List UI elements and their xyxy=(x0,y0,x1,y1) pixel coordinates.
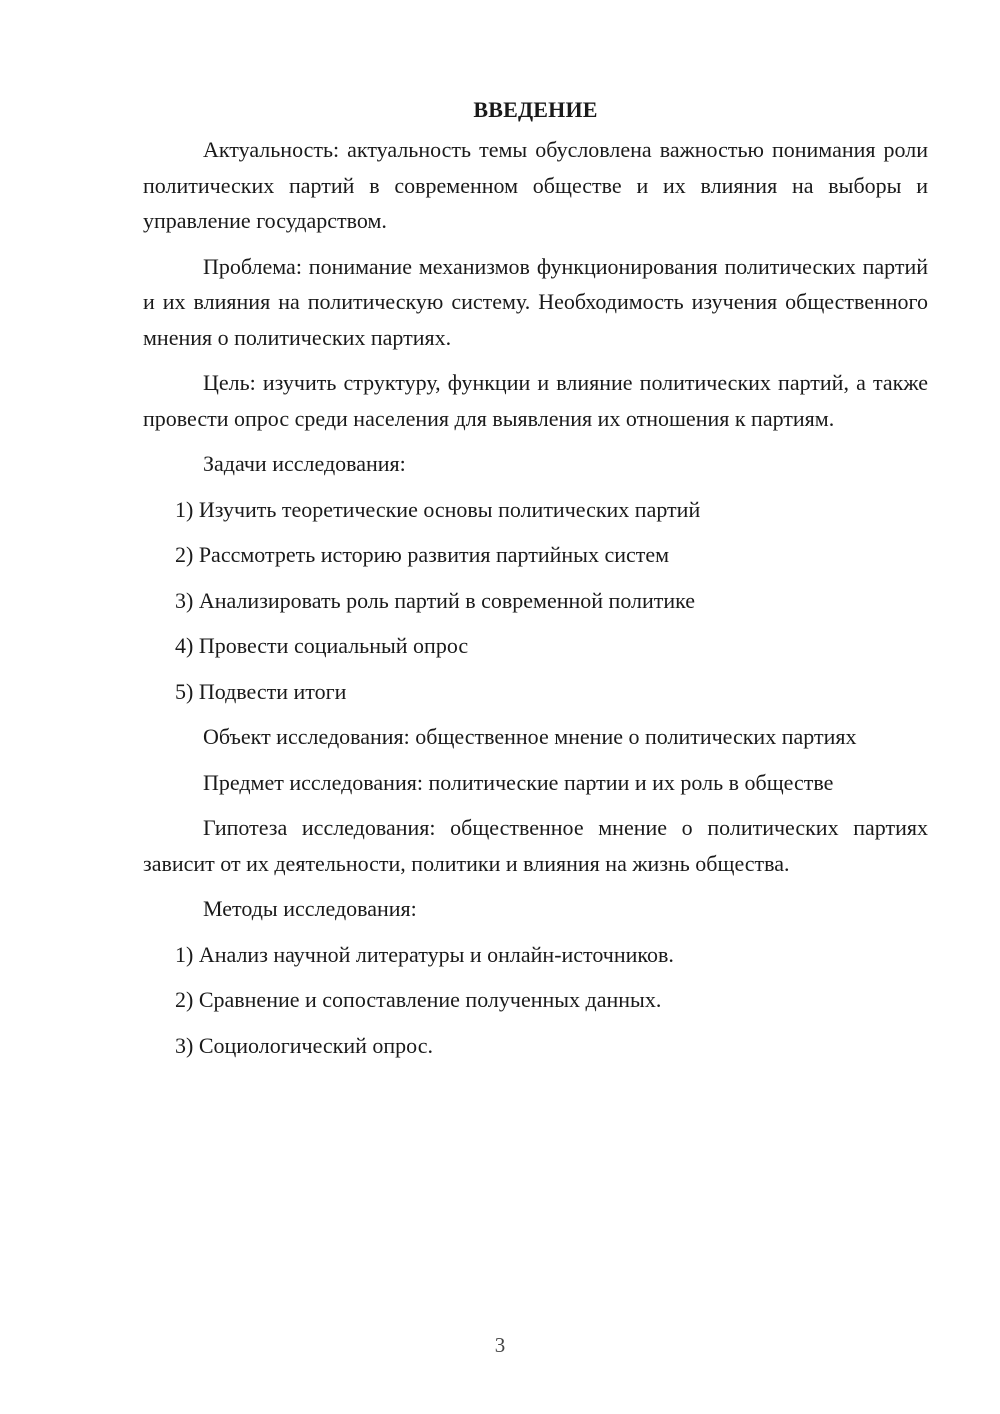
object-paragraph: Объект исследования: общественное мнение о политических партиях xyxy=(203,724,857,749)
page-number: 3 xyxy=(494,1333,506,1357)
document-page xyxy=(143,92,928,1073)
task-item: 1) Изучить теоретические основы политических партий xyxy=(175,496,701,522)
relevance-paragraph: Актуальность: актуальность темы обусловлена важностью понимания роли политических партий в современном обществе и их влияния на выборы и управление государством. xyxy=(143,137,928,233)
task-item: 5) Подвести итоги xyxy=(175,678,347,704)
hypothesis-paragraph: Гипотеза исследования: общественное мнение о политических партиях зависит от их деятельности, политики и влияния на жизнь общества. xyxy=(143,815,928,876)
subject-paragraph: Предмет исследования: политические партии и их роль в обществе xyxy=(203,769,834,795)
method-item: 1) Анализ научной литературы и онлайн-источников. xyxy=(175,941,674,967)
tasks-list xyxy=(143,492,928,710)
problem-paragraph: Проблема: понимание механизмов функционирования политических партий и их влияния на политическую систему. Необходимость изучения общественного мнения о политических партиях. xyxy=(143,253,928,350)
task-item: 2) Рассмотреть историю развития партийных систем xyxy=(175,542,670,567)
tasks-heading: Задачи исследования: xyxy=(203,451,406,476)
method-item: 3) Социологический опрос. xyxy=(175,1032,433,1058)
methods-heading: Методы исследования: xyxy=(203,896,417,921)
task-item: 3) Анализировать роль партий в современной политике xyxy=(175,587,696,613)
method-item: 2) Сравнение и сопоставление полученных данных. xyxy=(175,987,662,1012)
methods-list xyxy=(143,937,928,1064)
goal-paragraph: Цель: изучить структуру, функции и влияние политических партий, а также провести опрос среди населения для выявления их отношения к партиям. xyxy=(143,370,928,431)
section-heading: ВВЕДЕНИЕ xyxy=(473,97,598,122)
task-item: 4) Провести социальный опрос xyxy=(175,633,469,658)
